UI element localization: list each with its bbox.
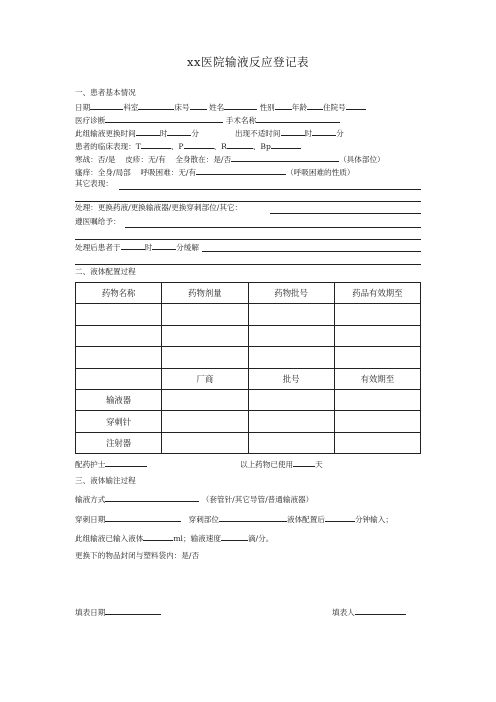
table-subheader-row <box>76 368 421 389</box>
after-config-field[interactable] <box>325 513 355 522</box>
puncture-site-field[interactable] <box>219 513 287 522</box>
order-row: 遵医嘱给予： <box>75 217 121 226</box>
subheader-maker: 厂商 <box>162 368 248 389</box>
speed-field[interactable] <box>221 532 248 541</box>
date-field[interactable] <box>90 101 123 110</box>
gender-field[interactable] <box>275 101 292 110</box>
method-row: 输液方式 （套管针/其它导管/普通输液器） <box>75 495 314 504</box>
table-row <box>76 304 421 325</box>
other-field[interactable] <box>119 189 421 190</box>
dept-field[interactable] <box>138 101 174 110</box>
table-cell[interactable] <box>334 389 420 410</box>
relief-hour-field[interactable] <box>121 241 145 250</box>
relief-field-line2[interactable] <box>75 264 421 265</box>
table-row-syringe <box>76 432 421 453</box>
chills-row: 寒战：否/是 皮疹：无/有 全身散在：是/否 （具体部位） <box>75 155 385 164</box>
table-cell[interactable] <box>334 347 420 368</box>
row-label-syringe: 注射器 <box>76 432 162 453</box>
table-cell[interactable] <box>76 304 162 325</box>
volume-row: 此组输液已输入液体 ml；输液速度 滴/分。 <box>75 534 274 543</box>
table-cell[interactable] <box>162 347 248 368</box>
row-label-infusion-set: 输液器 <box>76 389 162 410</box>
table-cell[interactable] <box>76 325 162 346</box>
table-cell[interactable] <box>248 325 334 346</box>
order-field-line2[interactable] <box>75 239 421 240</box>
handle-field[interactable] <box>270 213 421 214</box>
admission-field[interactable] <box>346 101 366 110</box>
table-cell[interactable] <box>334 411 420 432</box>
change-minute-field[interactable] <box>167 127 191 136</box>
diagnosis-field[interactable] <box>105 114 223 123</box>
breath-nature-field[interactable] <box>196 166 286 175</box>
subheader-expiry: 有效期至 <box>334 368 420 389</box>
header-drug-batch: 药物批号 <box>248 283 334 304</box>
fill-date-row: 填表日期 <box>75 606 161 618</box>
sealed-row: 更换下的物品封闭与塑料袋内：是/否 <box>75 551 200 560</box>
r-field[interactable] <box>227 140 253 149</box>
table-cell[interactable] <box>248 347 334 368</box>
used-days-field[interactable] <box>293 458 315 467</box>
order-field[interactable] <box>125 227 421 228</box>
handle-row: 处理：更换药液/更换输液器/更换穿刺部位/其它： <box>75 203 243 212</box>
header-drug-expiry: 药品有效期至 <box>334 283 420 304</box>
fill-date-field[interactable] <box>105 606 161 615</box>
used-row: 以上药物已使用 天 <box>240 460 323 469</box>
other-row: 其它表现： <box>75 179 113 188</box>
table-cell[interactable] <box>162 389 248 410</box>
table-row <box>76 325 421 346</box>
row-label-needle: 穿刺针 <box>76 411 162 432</box>
table-row <box>76 347 421 368</box>
relief-minute-field[interactable] <box>152 241 176 250</box>
filler-field[interactable] <box>355 606 406 615</box>
site-field[interactable] <box>231 153 339 162</box>
p-field[interactable] <box>184 140 214 149</box>
table-cell[interactable] <box>334 325 420 346</box>
nurse-row: 配药护士 <box>75 458 147 470</box>
change-hour-field[interactable] <box>136 127 160 136</box>
table-cell[interactable] <box>162 432 248 453</box>
name-field[interactable] <box>224 101 257 110</box>
subheader-batch: 批号 <box>248 368 334 389</box>
table-cell[interactable] <box>334 304 420 325</box>
bp-field[interactable] <box>271 140 301 149</box>
bed-field[interactable] <box>190 101 207 110</box>
table-row-infusion-set <box>76 389 421 410</box>
table-cell[interactable] <box>248 411 334 432</box>
relief-field[interactable] <box>202 251 421 252</box>
method-field[interactable] <box>105 493 199 502</box>
config-table <box>75 282 421 454</box>
relief-row: 处理后患者于 时 分缓解 <box>75 243 199 252</box>
table-cell[interactable] <box>334 432 420 453</box>
section2-heading: 二、液体配置过程 <box>75 267 136 276</box>
puncture-date-field[interactable] <box>105 513 181 522</box>
vitals-row: 患者的临床表现：T 、P 、R 、Bp <box>75 140 301 152</box>
filler-row: 填表人 <box>332 606 406 618</box>
section1-heading: 一、患者基本情况 <box>75 88 136 97</box>
surgery-field[interactable] <box>256 114 340 123</box>
table-cell[interactable] <box>248 389 334 410</box>
table-row-needle <box>76 411 421 432</box>
discomfort-hour-field[interactable] <box>281 127 305 136</box>
table-cell[interactable] <box>162 411 248 432</box>
table-header-row <box>76 283 421 304</box>
discomfort-minute-field[interactable] <box>312 127 336 136</box>
other-field-line2[interactable] <box>75 201 421 202</box>
table-cell[interactable] <box>248 304 334 325</box>
itch-row: 瘙痒：全身/局部 呼吸困难：无/有 （呼吸困难的性质） <box>75 168 355 177</box>
subheader-blank <box>76 368 162 389</box>
header-drug-name: 药物名称 <box>76 283 162 304</box>
header-drug-dose: 药物剂量 <box>162 283 248 304</box>
t-field[interactable] <box>141 140 171 149</box>
table-cell[interactable] <box>162 304 248 325</box>
page-title: xx医院输液反应登记表 <box>187 55 309 69</box>
age-field[interactable] <box>307 101 323 110</box>
table-cell[interactable] <box>76 347 162 368</box>
time-row: 此组输液更换时间 时 分 出现不适时间 时 分 <box>75 129 344 138</box>
nurse-field[interactable] <box>105 458 147 467</box>
basic-info-row: 日期 科室 床号 姓名 性别 年龄 住院号 <box>75 101 366 113</box>
section3-heading: 三、液体输注过程 <box>75 476 136 485</box>
volume-field[interactable] <box>143 532 173 541</box>
diagnosis-row: 医疗诊断 手术名称 <box>75 114 340 126</box>
table-cell[interactable] <box>248 432 334 453</box>
puncture-row: 穿刺日期 穿刺部位 液体配置后 分钟输入； <box>75 515 393 524</box>
table-cell[interactable] <box>162 325 248 346</box>
